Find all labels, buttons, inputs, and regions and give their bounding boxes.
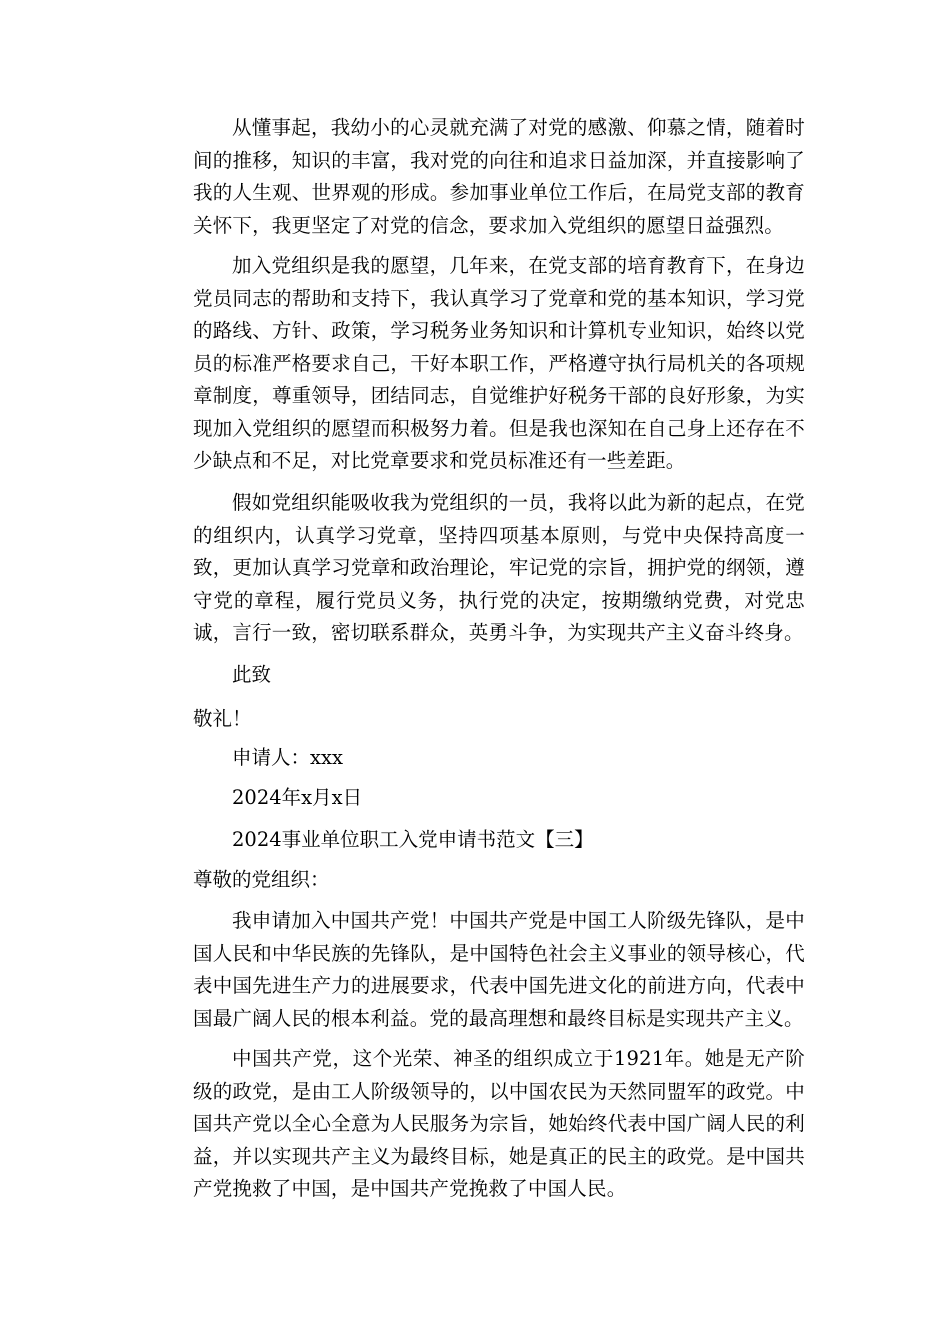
closing-line: 此致 <box>232 663 272 686</box>
salute-line: 敬礼！ <box>193 707 252 730</box>
paragraph-1: 从懂事起，我幼小的心灵就充满了对党的感激、仰慕之情，随着时间的推移，知识的丰富，我对党的向往和追求日益加深，并直接影响了我的人生观、世界观的形成。参加事业单位工作后，在局党支部的教育关怀下，我更坚定了对党的信念，要求加入党组织的愿望日益强烈。 <box>193 116 805 237</box>
applicant-line: 申请人：xxx <box>232 746 343 769</box>
paragraph-3: 假如党组织能吸收我为党组织的一员，我将以此为新的起点，在党的组织内，认真学习党章，坚持四项基本原则，与党中央保持高度一致，更加认真学习党章和政治理论，牢记党的宗旨，拥护党的纲领，遵守党的章程，履行党员义务，执行党的决定，按期缴纳党费，对党忠诚，言行一致，密切联系群众，英勇斗争，为实现共产主义奋斗终身。 <box>193 491 805 644</box>
greeting-line: 尊敬的党组织： <box>193 868 330 891</box>
paragraph-2: 加入党组织是我的愿望，几年来，在党支部的培育教育下，在身边党员同志的帮助和支持下，我认真学习了党章和党的基本知识，学习党的路线、方针、政策，学习税务业务知识和计算机专业知识，始终以党员的标准严格要求自己，干好本职工作，严格遵守执行局机关的各项规章制度，尊重领导，团结同志，自觉维护好税务干部的良好形象，为实现加入党组织的愿望而积极努力着。但是我也深知在自己身上还存在不少缺点和不足，对比党章要求和党员标准还有一些差距。 <box>193 254 805 472</box>
paragraph-5: 中国共产党，这个光荣、神圣的组织成立于1921年。她是无产阶级的政党，是由工人阶级领导的，以中国农民为天然同盟军的政党。中国共产党以全心全意为人民服务为宗旨，她始终代表中国广阔人民的利益，并以实现共产主义为最终目标，她是真正的民主的政党。是中国共产党挽救了中国，是中国共产党挽救了中国人民。 <box>193 1047 805 1200</box>
section-title: 2024事业单位职工入党申请书范文【三】 <box>232 828 594 851</box>
date-line: 2024年x月x日 <box>232 786 363 809</box>
paragraph-4: 我申请加入中国共产党！中国共产党是中国工人阶级先锋队，是中国人民和中华民族的先锋队，是中国特色社会主义事业的领导核心，代表中国先进生产力的进展要求，代表中国先进文化的前进方向，代表中国最广阔人民的根本利益。党的最高理想和最终目标是实现共产主义。 <box>193 909 805 1030</box>
